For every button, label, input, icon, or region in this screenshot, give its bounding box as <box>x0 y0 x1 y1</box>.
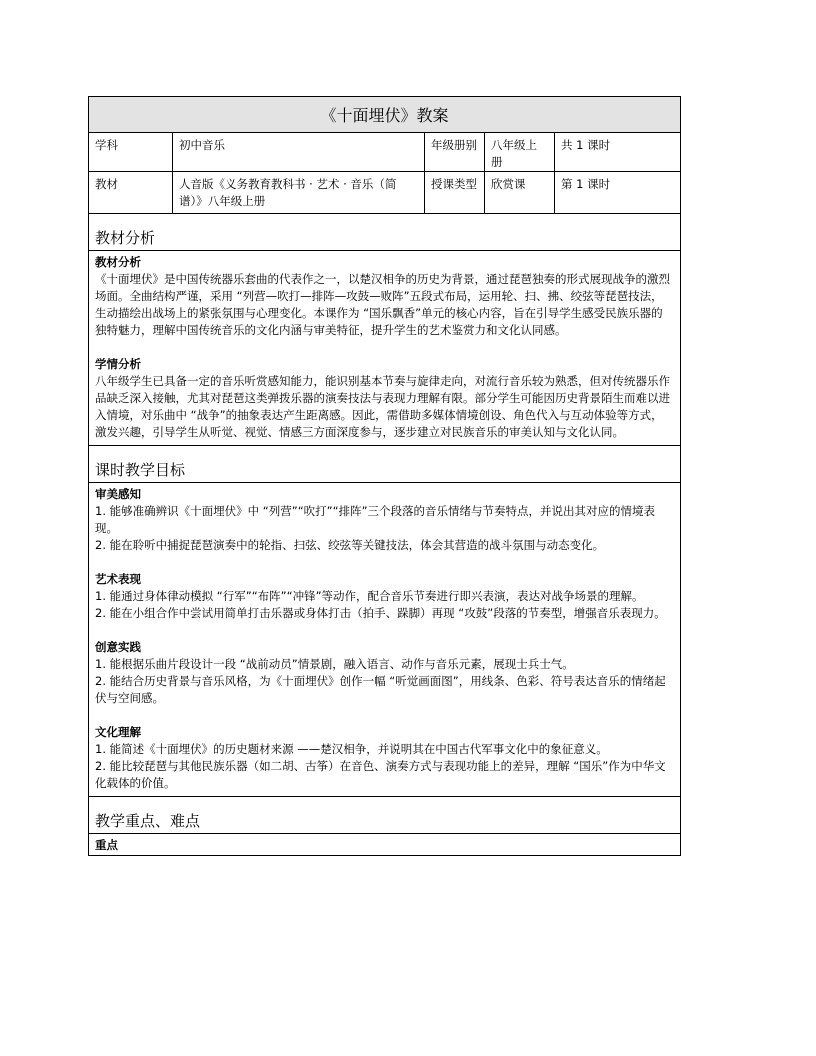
value-lesson-type: 欣赏课 <box>485 172 555 214</box>
info-row-textbook <box>89 172 681 214</box>
paragraph: 2. 能结合历史背景与音乐风格，为《十面埋伏》创作一幅 “听觉画面图”，用线条、色彩、符号表达音乐的情绪起伏与空间感。 <box>95 674 666 705</box>
lesson-plan-table <box>88 96 681 856</box>
section-goals-body-row <box>89 483 681 797</box>
subheading: 艺术表现 <box>95 572 141 586</box>
paragraph: 2. 能在小组合作中尝试用简单打击乐器或身体打击（拍手、跺脚）再现 “攻鼓”段落的节奏型，增强音乐表现力。 <box>95 606 666 620</box>
label-grade: 年级册别 <box>425 133 485 172</box>
value-grade: 八年级上册 <box>485 133 555 172</box>
lesson-plan-document <box>88 96 680 856</box>
document-title: 《十面埋伏》教案 <box>89 97 681 133</box>
label-textbook: 教材 <box>89 172 173 214</box>
subheading: 教材分析 <box>95 255 141 269</box>
label-subject: 学科 <box>89 133 173 172</box>
info-row-subject <box>89 133 681 172</box>
section-analysis-body <box>89 251 681 446</box>
subheading: 文化理解 <box>95 725 141 739</box>
paragraph: 2. 能在聆听中捕捉琵琶演奏中的轮指、扫弦、绞弦等关键技法，体会其营造的战斗氛围与动态变化。 <box>95 538 605 552</box>
section-heading: 教学重点、难点 <box>89 797 681 834</box>
value-lesson-number: 第 1 课时 <box>555 172 681 214</box>
paragraph: 1. 能简述《十面埋伏》的历史题材来源 ——楚汉相争，并说明其在中国古代军事文化中的象征意义。 <box>95 742 608 756</box>
value-total-hours: 共 1 课时 <box>555 133 681 172</box>
subheading: 审美感知 <box>95 487 141 501</box>
value-textbook: 人音版《义务教育教科书 · 艺术 · 音乐（简谱）》八年级上册 <box>173 172 425 214</box>
section-analysis-body-row <box>89 251 681 446</box>
title-row <box>89 97 681 133</box>
label-lesson-type: 授课类型 <box>425 172 485 214</box>
paragraph: 《十面埋伏》是中国传统器乐套曲的代表作之一，以楚汉相争的历史为背景，通过琵琶独奏的形式展现战争的激烈场面。全曲结构严谨，采用 “列营—吹打—排阵—攻鼓—败阵”五段式布局，运用轮、扫、拂、绞弦等琵琶技法，生动描绘出战场上的紧张氛围与心理变化。本课作为 “国乐飘香”单元的核心内容，旨在引导学生感受民族乐器的独特魅力，理解中国传统音乐的文化内涵与审美特征，提升学生的艺术鉴赏力和文化认同感。 <box>95 272 670 337</box>
section-goals-body <box>89 483 681 797</box>
subheading: 创意实践 <box>95 640 141 654</box>
paragraph: 1. 能够准确辨识《十面埋伏》中 “列营”“吹打”“排阵”三个段落的音乐情绪与节奏特点，并说出其对应的情境表现。 <box>95 504 656 535</box>
section-heading: 教材分析 <box>89 214 681 251</box>
paragraph: 2. 能比较琵琶与其他民族乐器（如二胡、古筝）在音色、演奏方式与表现功能上的差异，理解 “国乐”作为中华文化载体的价值。 <box>95 759 666 790</box>
paragraph: 八年级学生已具备一定的音乐听赏感知能力，能识别基本节奏与旋律走向，对流行音乐较为熟悉，但对传统器乐作品缺乏深入接触，尤其对琵琶这类弹拨乐器的演奏技法与表现力理解有限。部分学生可能因历史背景陌生而难以进入情境，对乐曲中 “战争”的抽象表达产生距离感。因此，需借助多媒体情境创设、角色代入与互动体验等方式，激发兴趣，引导学生从听觉、视觉、情感三方面深度参与，逐步建立对民族音乐的审美认知与文化认同。 <box>95 374 670 439</box>
section-analysis-heading-row <box>89 214 681 251</box>
paragraph: 1. 能通过身体律动模拟 “行军”“布阵”“冲锋”等动作，配合音乐节奏进行即兴表演，表达对战争场景的理解。 <box>95 589 644 603</box>
section-heading: 课时教学目标 <box>89 446 681 483</box>
subheading: 学情分析 <box>95 357 141 371</box>
paragraph: 1. 能根据乐曲片段设计一段 “战前动员”情景剧，融入语言、动作与音乐元素，展现士兵士气。 <box>95 657 574 671</box>
section-keypoints-heading-row <box>89 797 681 834</box>
subheading: 重点 <box>89 834 681 856</box>
section-keypoints-body-row <box>89 834 681 856</box>
value-subject: 初中音乐 <box>173 133 425 172</box>
section-goals-heading-row <box>89 446 681 483</box>
